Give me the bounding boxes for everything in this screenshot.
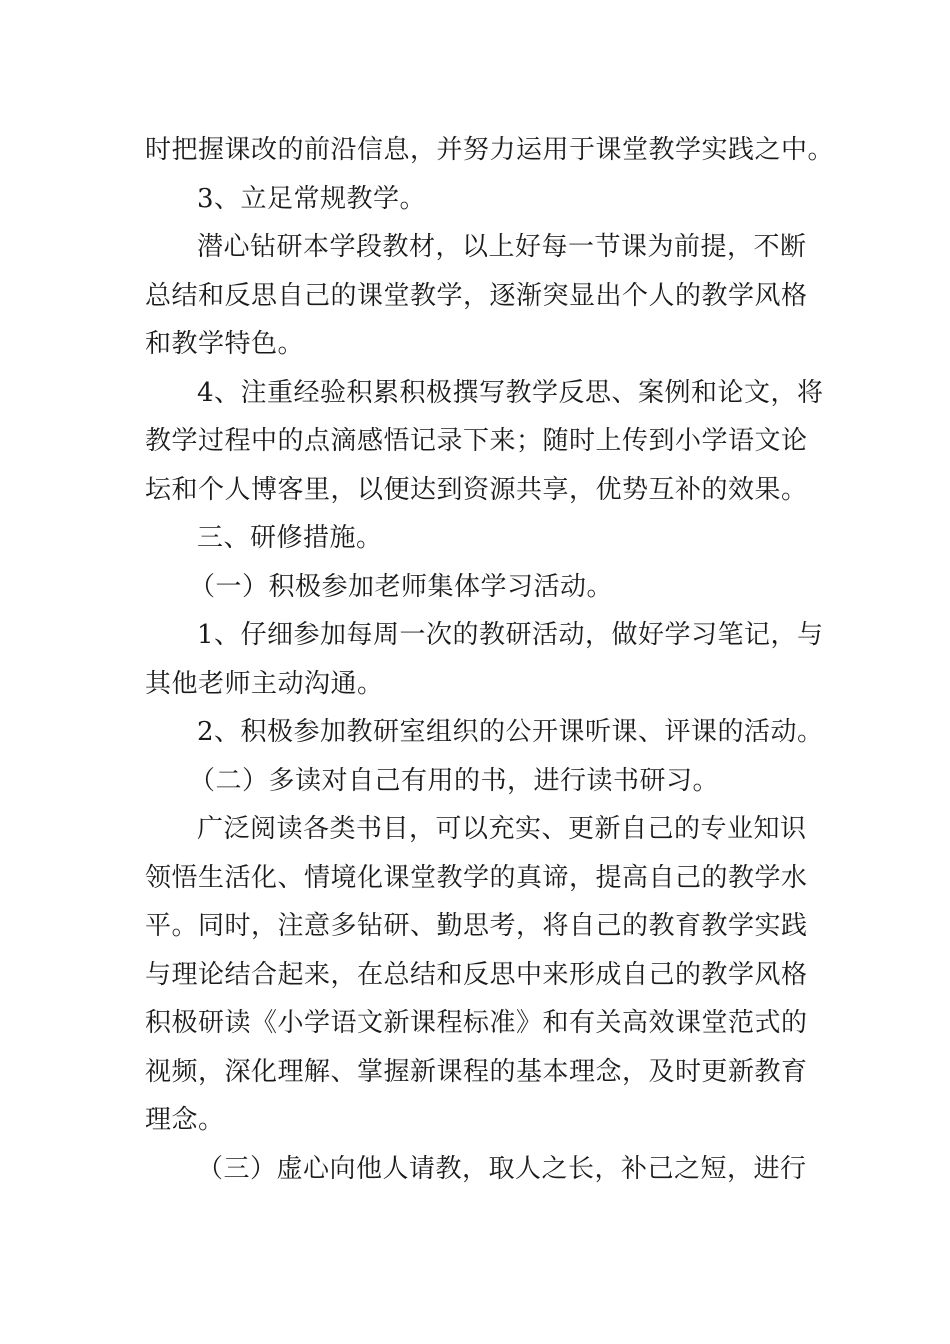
paragraph-line: 积极研读《小学语文新课程标准》和有关高效课堂范式的 — [145, 1008, 808, 1038]
paragraph-line: 和教学特色。 — [145, 329, 305, 359]
paragraph-line: 与理论结合起来，在总结和反思中来形成自己的教学风格 — [145, 959, 808, 990]
paragraph-line: 总结和反思自己的课堂教学，逐渐突显出个人的教学风格 — [145, 280, 808, 311]
subsection-heading: （一）积极参加老师集体学习活动。 — [189, 571, 614, 602]
paragraph-line: 平。同时，注意多钻研、勤思考，将自己的教育教学实践 — [145, 911, 808, 941]
paragraph-line: 4、注重经验积累积极撰写教学反思、案例和论文，将 — [197, 377, 824, 408]
paragraph-line: 理念。 — [145, 1105, 225, 1135]
subsection-heading: （二）多读对自己有用的书，进行读书研习。 — [189, 765, 720, 796]
paragraph-line: 坛和个人博客里，以便达到资源共享，优势互补的效果。 — [145, 474, 808, 505]
paragraph-line: 2、积极参加教研室组织的公开课听课、评课的活动。 — [197, 717, 824, 747]
paragraph-line: 领悟生活化、情境化课堂教学的真谛，提高自己的教学水 — [145, 862, 808, 893]
paragraph-line: 其他老师主动沟通。 — [145, 668, 384, 699]
document-body — [145, 126, 835, 1193]
paragraph-line: 广泛阅读各类书目，可以充实、更新自己的专业知识 — [197, 814, 807, 844]
section-heading: 三、研修措施。 — [197, 523, 383, 553]
paragraph-line: 潜心钻研本学段教材，以上好每一节课为前提，不断 — [197, 232, 807, 262]
paragraph-line: 1、仔细参加每周一次的教研活动，做好学习笔记，与 — [197, 620, 824, 650]
subsection-heading: （三）虚心向他人请教，取人之长，补己之短，进行 — [197, 1153, 807, 1184]
section-heading: 3、立足常规教学。 — [197, 183, 427, 214]
paragraph-line: 教学过程中的点滴感悟记录下来；随时上传到小学语文论 — [145, 426, 808, 456]
paragraph-line: 时把握课改的前沿信息，并努力运用于课堂教学实践之中。 — [145, 135, 835, 165]
paragraph-line: 视频，深化理解、掌握新课程的基本理念，及时更新教育 — [145, 1056, 808, 1087]
